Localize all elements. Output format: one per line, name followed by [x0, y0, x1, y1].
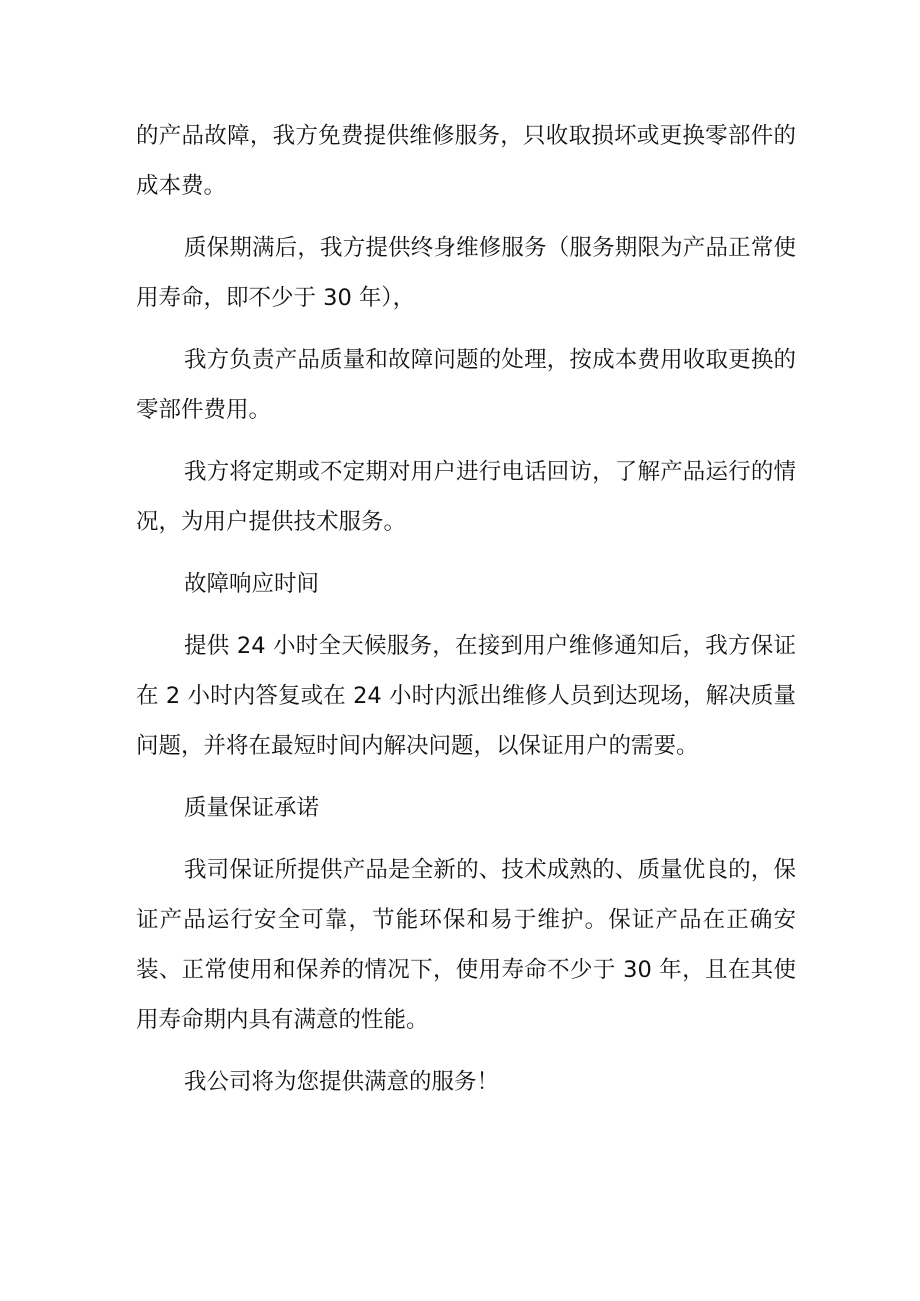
- paragraph-response-time: 提供 24 小时全天候服务，在接到用户维修通知后，我方保证在 2 小时内答复或在 24 小时内派出维修人员到达现场，解决质量问题，并将在最短时间内解决问题，以保证用户的需要。: [136, 633, 796, 759]
- document-body: [136, 111, 796, 1119]
- paragraph-warranty-repair: 的产品故障，我方免费提供维修服务，只收取损坏或更换零部件的成本费。: [136, 123, 796, 199]
- section-heading-response-time: 故障响应时间: [184, 571, 320, 597]
- section-heading-quality-commitment: 质量保证承诺: [184, 795, 320, 821]
- paragraph-quality-handling: 我方负责产品质量和故障问题的处理，按成本费用收取更换的零部件费用。: [136, 347, 796, 423]
- paragraph-closing: 我公司将为您提供满意的服务！: [184, 1069, 500, 1095]
- paragraph-quality-commitment: 我司保证所提供产品是全新的、技术成熟的、质量优良的，保证产品运行安全可靠，节能环保和易于维护。保证产品在正确安装、正常使用和保养的情况下，使用寿命不少于 30 年，且在其使用寿命期内具有满意的性能。: [136, 857, 796, 1033]
- paragraph-follow-up: 我方将定期或不定期对用户进行电话回访，了解产品运行的情况，为用户提供技术服务。: [136, 459, 796, 535]
- paragraph-after-warranty: 质保期满后，我方提供终身维修服务（服务期限为产品正常使用寿命，即不少于 30 年），: [136, 235, 796, 311]
